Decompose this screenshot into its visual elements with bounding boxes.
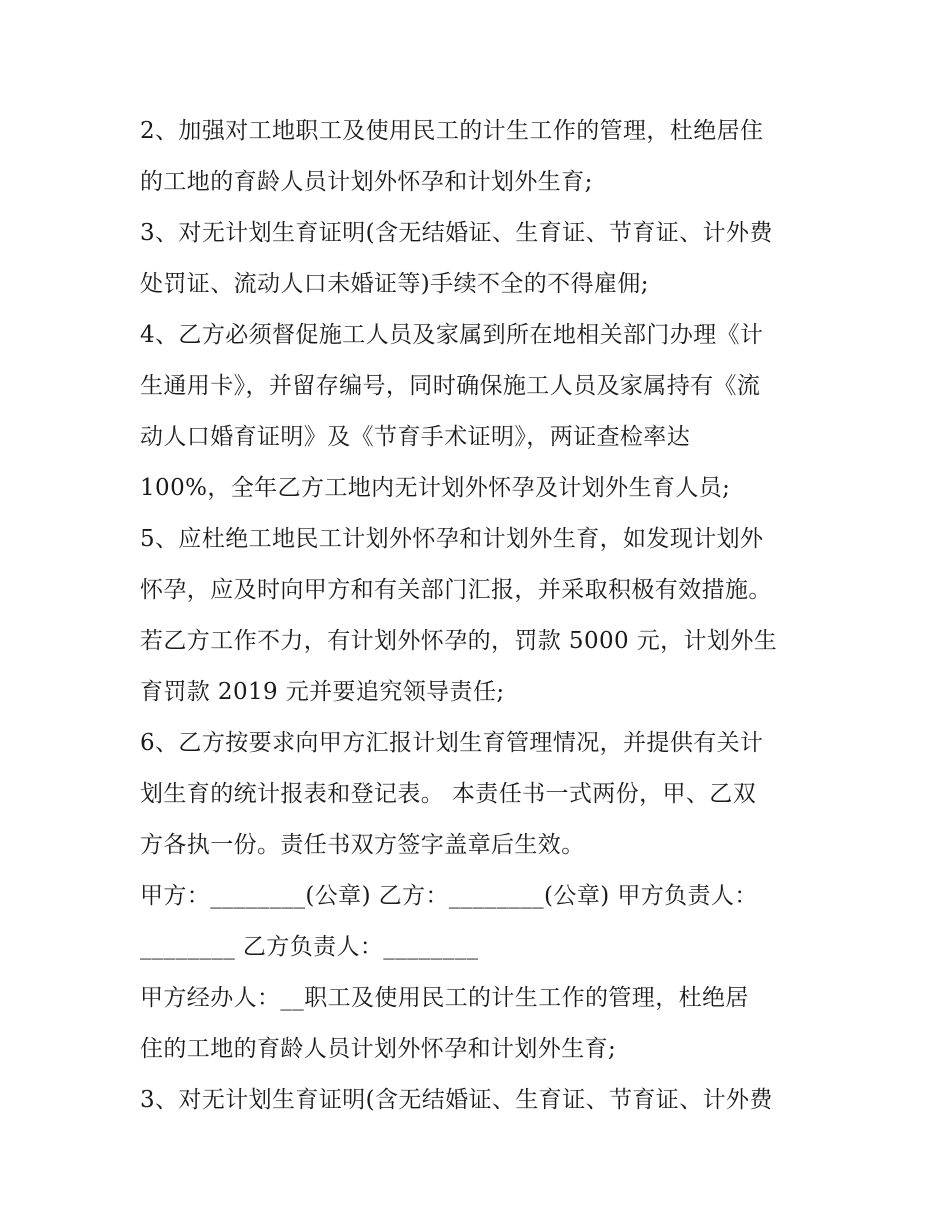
text-line: 若乙方工作不力，有计划外怀孕的，罚款 5000 元，计划外生 [140,628,778,654]
text-line: 100%，全年乙方工地内无计划外怀孕及计划外生育人员; [140,475,731,501]
text-line: 划生育的统计报表和登记表。 本责任书一式两份，甲、乙双 [140,781,757,807]
text-line: 5、应杜绝工地民工计划外怀孕和计划外生育，如发现计划外 [140,526,764,552]
text-line: 3、对无计划生育证明(含无结婚证、生育证、节育证、计外费 [140,1087,773,1113]
document-body [140,106,820,1126]
text-line: 4、乙方必须督促施工人员及家属到所在地相关部门办理《计 [140,322,764,348]
text-line: 处罚证、流动人口未婚证等)手续不全的不得雇佣; [140,271,649,297]
text-line: 甲方经办人：__职工及使用民工的计生工作的管理，杜绝居 [140,985,749,1011]
text-line: 2、加强对工地职工及使用民工的计生工作的管理，杜绝居住 [140,118,764,144]
text-line: 6、乙方按要求向甲方汇报计划生育管理情况，并提供有关计 [140,730,764,756]
text-line: 育罚款 2019 元并要追究领导责任; [140,679,505,705]
text-line: 动人口婚育证明》及《节育手术证明》，两证查检率达 [140,424,691,450]
text-line: 住的工地的育龄人员计划外怀孕和计划外生育; [140,1036,617,1062]
signature-line: 甲方：________(公章) 乙方：________(公章) 甲方负责人： [140,883,758,909]
text-line: 生通用卡》，并留存编号，同时确保施工人员及家属持有《流 [140,373,761,399]
text-line: 方各执一份。责任书双方签字盖章后生效。 [140,832,585,858]
text-line: 3、对无计划生育证明(含无结婚证、生育证、节育证、计外费 [140,220,773,246]
text-line: 怀孕，应及时向甲方和有关部门汇报，并采取积极有效措施。 [140,577,772,603]
signature-line: ________ 乙方负责人：________ [140,934,479,960]
text-line: 的工地的育龄人员计划外怀孕和计划外生育; [140,169,593,195]
